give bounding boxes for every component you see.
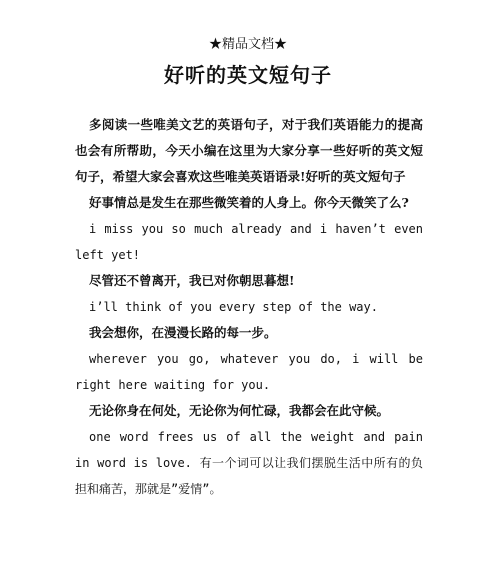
quote-paragraph: 无论你身在何处，无论你为何忙碌，我都会在此守候。 — [89, 403, 390, 418]
quote-paragraph: i miss you so much already and i haven’t even left yet! — [75, 222, 423, 262]
quote-paragraph: i’ll think of you every step of the way. — [89, 300, 378, 314]
header-mark: ★精品文档★ — [208, 37, 287, 52]
quote-paragraph: 尽管还不曾离开，我已对你朝思暮想! — [89, 273, 295, 288]
page-title: 好听的英文短句子 — [164, 63, 332, 87]
quote-paragraph: 好事情总是发生在那些微笑着的人身上。你今天微笑了么? — [89, 195, 409, 210]
document-body — [75, 112, 423, 502]
quote-paragraph: one word frees us of all the weight and pain in word is love. 有一个词可以让我们摆脱生活中所有的负担和痛苦，那就是”爱情”。 — [75, 430, 423, 496]
quote-paragraph: 我会想你，在漫漫长路的每一步。 — [89, 325, 277, 340]
quote-paragraph: wherever you go, whatever you do, i will be right here waiting for you. — [75, 352, 423, 392]
intro-paragraph: 多阅读一些唯美文艺的英语句子，对于我们英语能力的提高也会有所帮助，今天小编在这里为大家分享一些好听的英文短句子，希望大家会喜欢这些唯美英语语录!好听的英文短句子 — [75, 117, 423, 184]
